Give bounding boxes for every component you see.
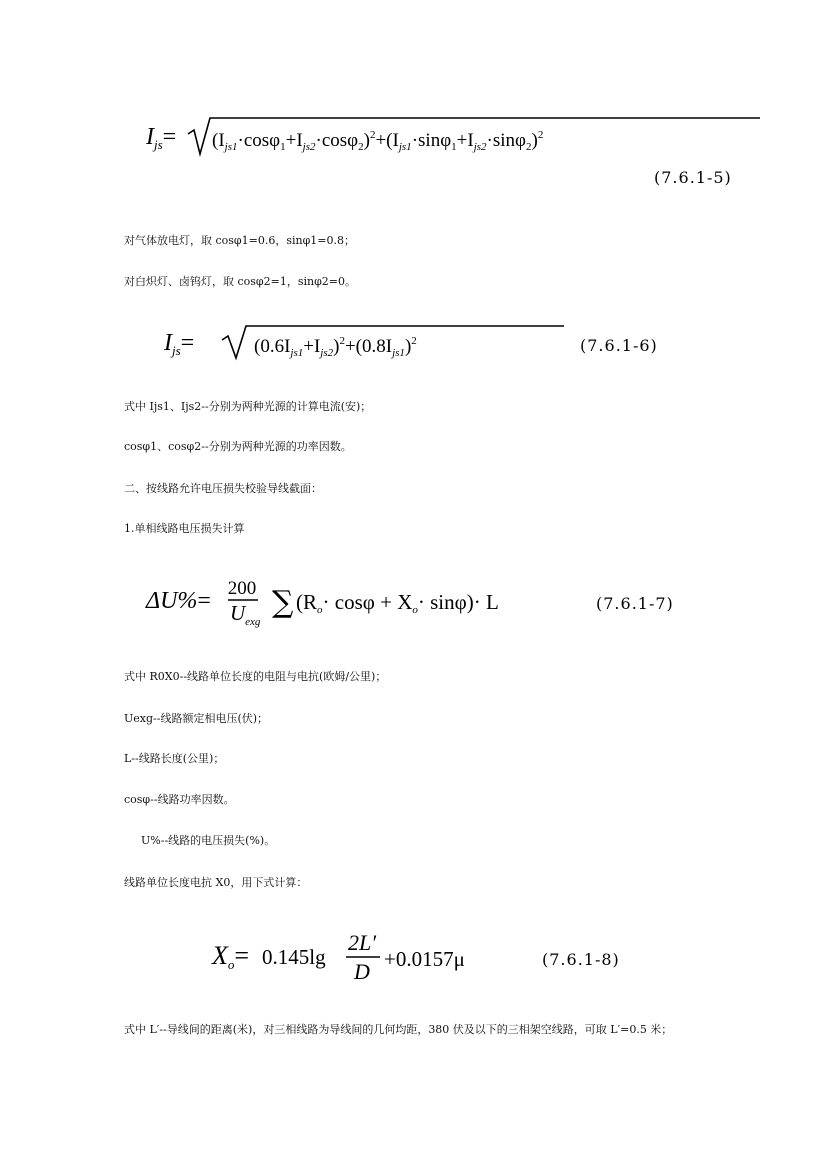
f7-sum-symbol: ∑ <box>272 585 294 620</box>
f5-close2: ) <box>531 130 538 151</box>
svg-text:Ijs= <box>145 124 176 152</box>
equation-number-7-6-1-6: (7.6.1-6) <box>580 336 658 355</box>
formula-7-6-1-5-graphic <box>146 112 766 164</box>
f5-sq1: 2 <box>369 129 376 141</box>
paragraph-reactance-intro: 线路单位长度电抗 X0，用下式计算： <box>124 876 308 889</box>
paragraph-power-factors: cosφ1、cosφ2--分别为两种光源的功率因数。 <box>124 440 352 453</box>
f8-tail: +0.0157μ <box>384 947 465 971</box>
f6-lhs: I <box>164 330 172 356</box>
f5-lhs-sub: js <box>154 137 163 152</box>
f6-c-sub: js1 <box>392 347 405 359</box>
f7-body-end: · sinφ)· L <box>417 590 499 614</box>
formula-7-6-1-6-graphic <box>164 322 584 368</box>
f6-open1: (0.6I <box>254 336 291 357</box>
f5-close1: ) <box>363 130 370 151</box>
f5-sq2: 2 <box>537 129 544 141</box>
f5-t2-op: ·cosφ <box>315 130 359 151</box>
paragraph-uexg: Uexg--线路额定相电压(伏)； <box>124 712 269 725</box>
f8-denominator: D <box>354 959 370 984</box>
equation-number-7-6-1-7: (7.6.1-7) <box>596 594 674 613</box>
f5-t3-op: ·sinφ <box>411 130 452 151</box>
f5-t3-phi-sub: 1 <box>451 141 457 153</box>
svg-text:Uexg <box>230 601 261 628</box>
svg-text:(Ro· cosφ + Xo· sinφ)· L <box>296 590 499 616</box>
formula-7-6-1-7-graphic <box>146 572 546 628</box>
svg-text:Xo= <box>211 941 249 972</box>
f6-close1: ) <box>333 336 340 357</box>
equation-number-7-6-1-5: (7.6.1-5) <box>654 168 732 187</box>
formula-7-6-1-6 <box>164 322 584 373</box>
f5-t3-sub: js1 <box>398 141 412 153</box>
equation-number-7-6-1-8: (7.6.1-8) <box>542 950 620 969</box>
f6-close2: ) <box>404 336 412 357</box>
paragraph-cos-phi: cosφ--线路功率因数。 <box>124 793 235 806</box>
f7-x-sub: o <box>412 604 418 616</box>
f5-t1-sub: js1 <box>224 141 238 153</box>
f7-eq: = <box>197 588 211 614</box>
f5-t4-phi-sub: 2 <box>526 141 532 153</box>
f5-plus3: +I <box>456 130 474 151</box>
paragraph-incandescent-lamp: 对白炽灯、卤钨灯，取 cosφ2=1，sinφ2=0。 <box>124 275 357 288</box>
paragraph-where-r0x0: 式中 R0X0--线路单位长度的电阻与电抗(欧姆/公里)； <box>124 670 387 683</box>
section-heading-voltage-loss: 二、按线路允许电压损失校验导线截面： <box>124 482 322 495</box>
paragraph-where-l-prime: 式中 L′--导线间的距离(米)，对三相线路为导线间的几何均距，380 伏及以下的三相架空线路，可取 L′=0.5 米； <box>124 1023 673 1036</box>
f7-body-mid: · cosφ + X <box>322 590 413 614</box>
f8-numerator: 2L′ <box>347 930 377 955</box>
svg-text:(0.6Ijs1+Ijs2)2+(0.8Ijs1)2 <box>254 335 417 359</box>
paragraph-voltage-loss-percent: U%--线路的电压损失(%)。 <box>141 834 276 847</box>
f7-body-open: (R <box>296 590 317 614</box>
f7-denominator: U <box>230 601 246 625</box>
f5-t2-sub: js2 <box>302 141 316 153</box>
f8-lhs-sub: o <box>227 957 235 972</box>
f5-open: (I <box>212 130 225 151</box>
f5-lhs: I <box>146 124 154 150</box>
formula-7-6-1-8 <box>212 926 512 989</box>
f6-plus: +I <box>303 336 321 357</box>
svg-text:ΔU%= <box>145 588 211 614</box>
paragraph-where-ijs: 式中 Ijs1、Ijs2--分别为两种光源的计算电流(安)； <box>124 400 372 413</box>
f7-den-sub: exg <box>245 616 261 628</box>
f6-sq2: 2 <box>411 335 417 347</box>
f5-eq: = <box>162 124 177 150</box>
f5-t1-op: ·cosφ <box>237 130 281 151</box>
svg-text:(Ijs1·cosφ1+Ijs2·cosφ2)2+(Ijs1 <box>212 129 543 153</box>
svg-text:Ijs= <box>163 330 194 358</box>
formula-7-6-1-5 <box>146 112 766 169</box>
paragraph-line-length: L--线路长度(公里)； <box>124 752 225 765</box>
f5-plus1: +I <box>285 130 303 151</box>
f5-t4-op: ·sinφ <box>486 130 527 151</box>
f8-eq: = <box>234 941 250 970</box>
subheading-single-phase: 1.单相线路电压损失计算 <box>124 522 245 535</box>
f7-lhs: ΔU% <box>146 588 198 614</box>
f6-plus2: +(0.8I <box>344 336 393 357</box>
f5-plus2: +(I <box>375 130 399 151</box>
f6-lhs-sub: js <box>172 343 181 358</box>
f5-t1-phi-sub: 1 <box>280 141 286 153</box>
f7-numerator: 200 <box>227 578 257 599</box>
f5-t2-phi-sub: 2 <box>358 141 364 153</box>
f6-sq1: 2 <box>339 335 345 347</box>
paragraph-gas-lamp: 对气体放电灯，取 cosφ1=0.6，sinφ1=0.8； <box>124 234 355 247</box>
f7-r-sub: o <box>317 604 323 616</box>
f5-t4-sub: js2 <box>473 141 487 153</box>
f6-eq: = <box>180 330 195 356</box>
formula-7-6-1-7 <box>146 572 546 633</box>
f6-b-sub: js2 <box>320 347 334 359</box>
f6-a-sub: js1 <box>290 347 304 359</box>
formula-7-6-1-8-graphic <box>212 926 512 984</box>
f8-lhs: X <box>212 941 228 970</box>
f8-coefficient: 0.145lg <box>262 945 326 969</box>
